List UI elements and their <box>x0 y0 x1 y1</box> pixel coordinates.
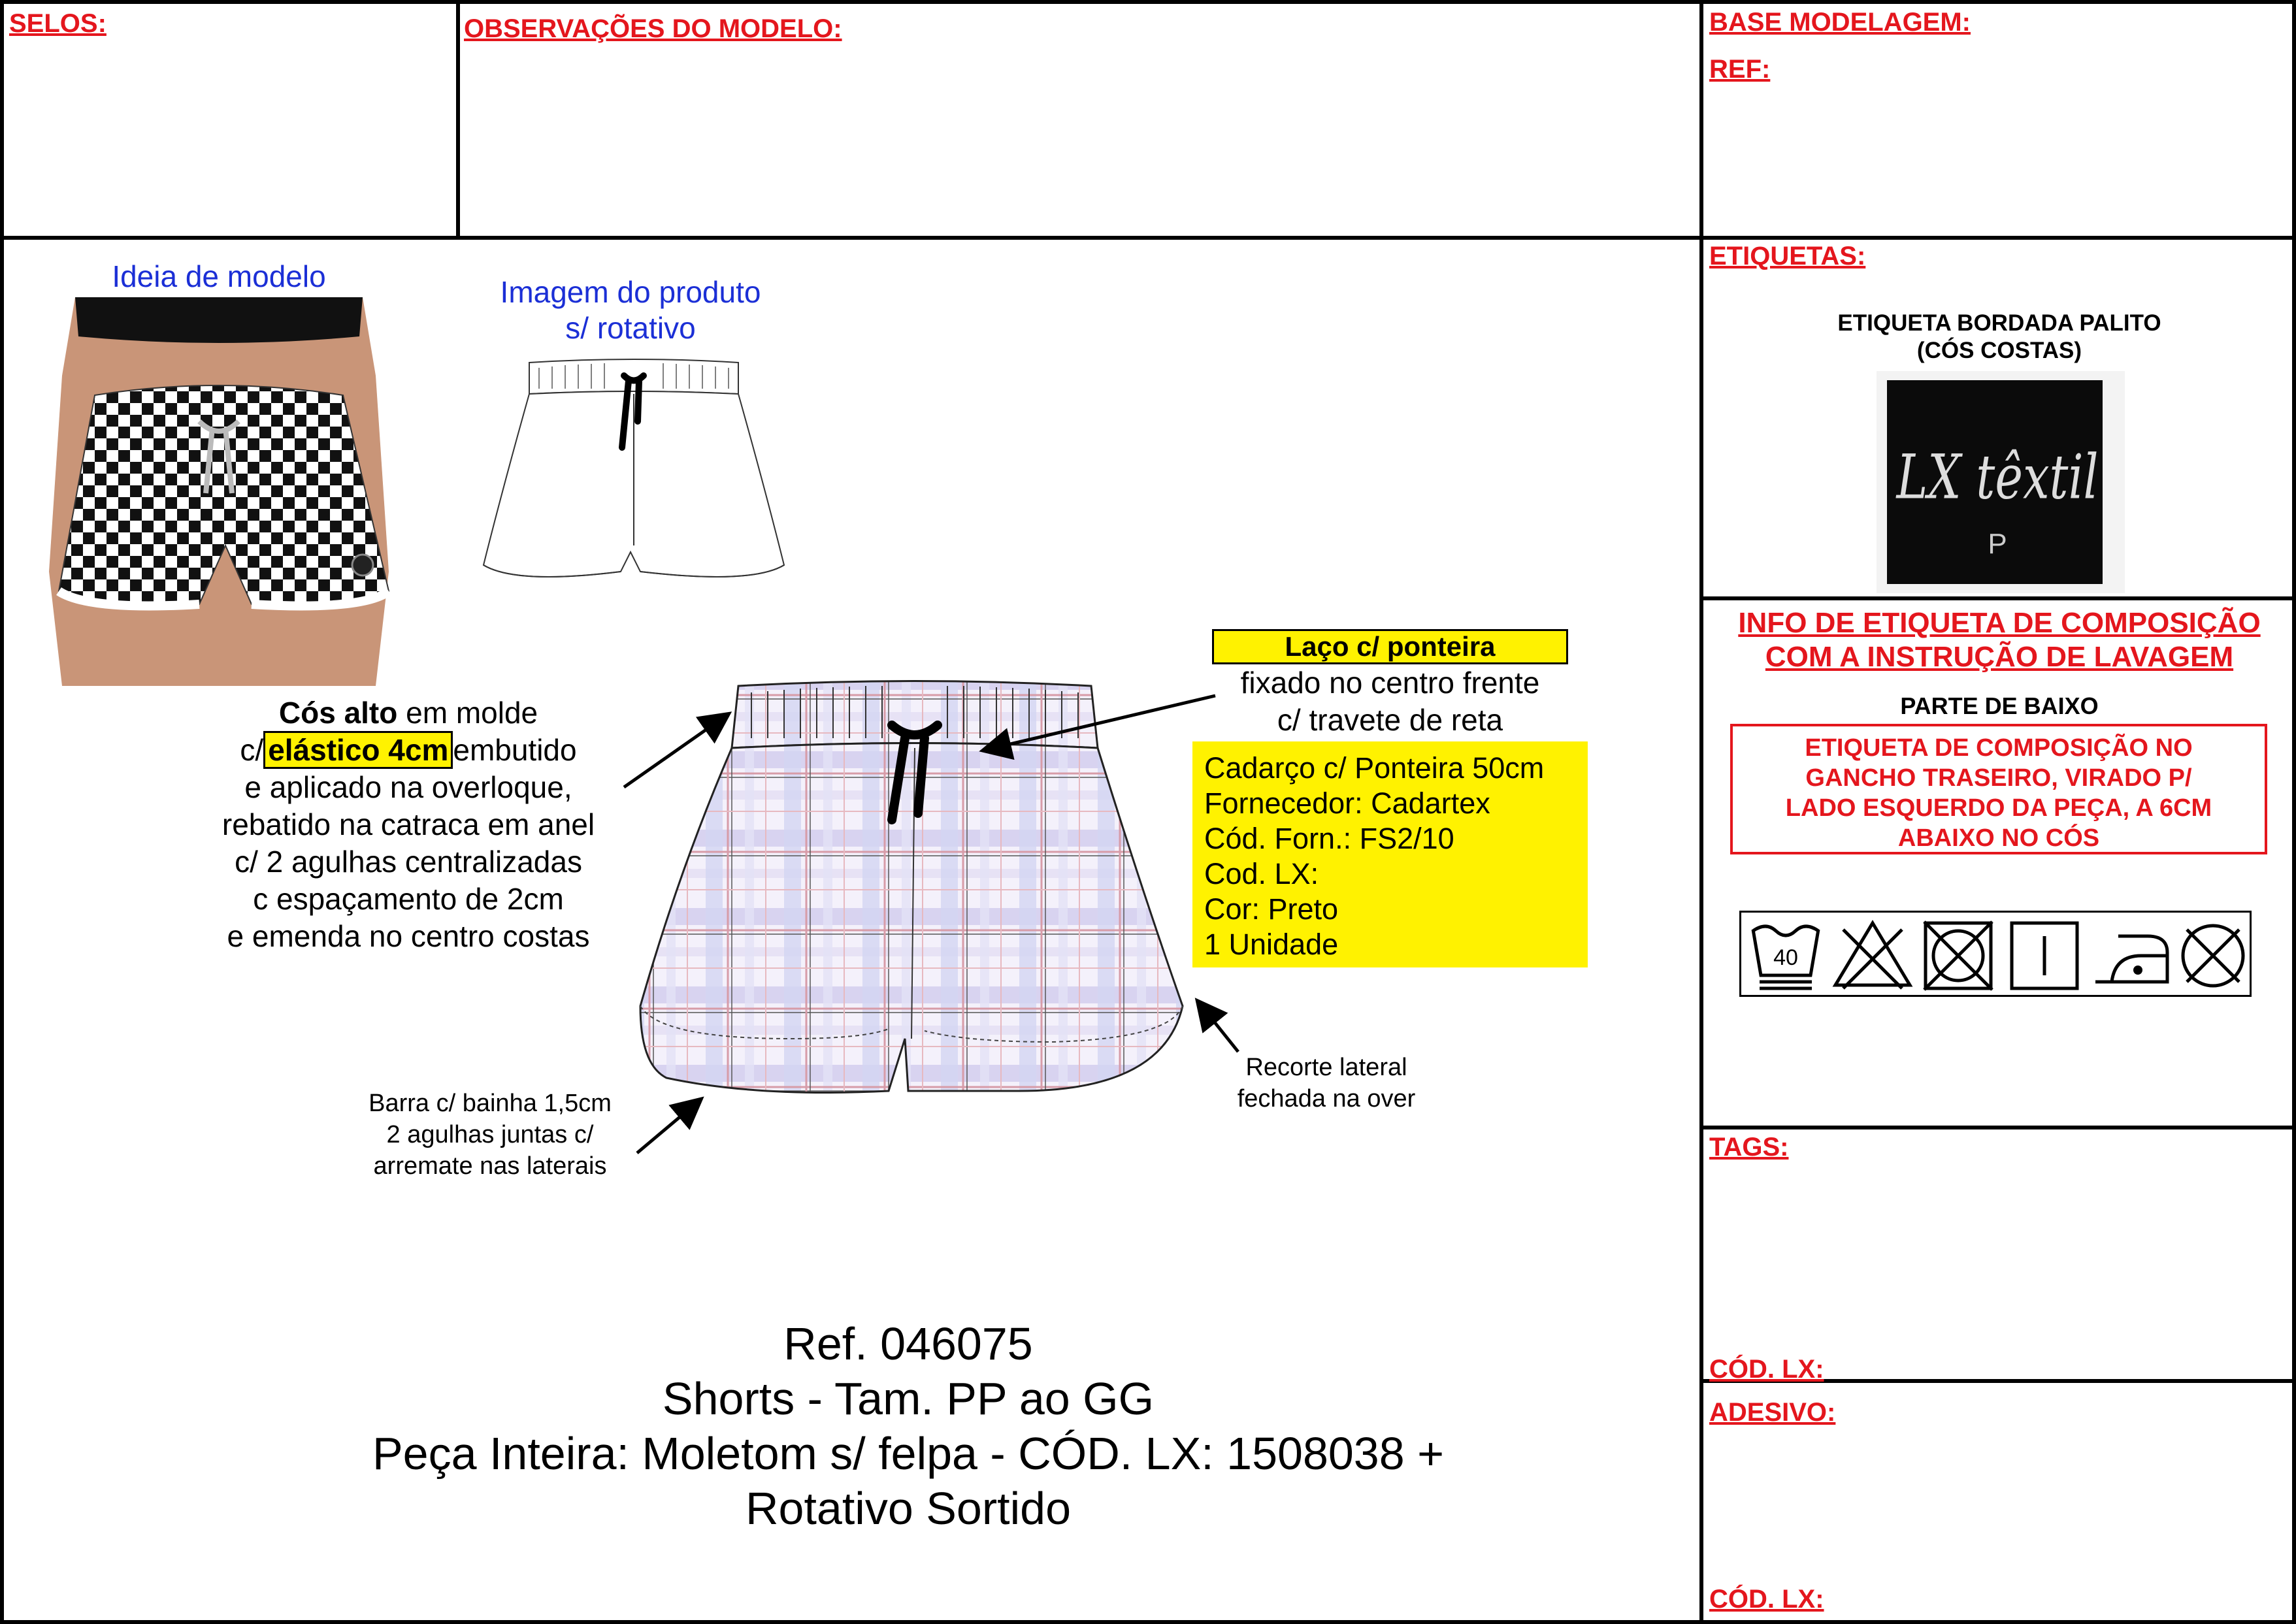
cos-line6: c espaçamento de 2cm <box>253 882 564 916</box>
cos-elastic: elástico 4cm <box>263 731 453 769</box>
care-symbols <box>1739 911 2252 997</box>
composicao-line: ETIQUETA DE COMPOSIÇÃO NO <box>1805 734 2193 762</box>
label-size: P <box>1988 528 2007 560</box>
line-dry-icon <box>2005 917 2084 994</box>
composicao-box <box>1730 724 2267 854</box>
barra-line3: arremate nas laterais <box>373 1152 607 1180</box>
wash-40-icon <box>1747 917 1825 994</box>
cos-line4: rebatido na catraca em anel <box>221 807 595 841</box>
cadarco-line: Cód. Forn.: FS2/10 <box>1204 822 1454 855</box>
adesivo-label: ADESIVO: <box>1709 1398 1836 1427</box>
cos-line2 <box>176 732 640 769</box>
ideia-caption: Ideia de modelo <box>112 259 326 293</box>
recorte-line1: Recorte lateral <box>1245 1054 1407 1081</box>
recorte-annotation <box>1202 1052 1451 1114</box>
recorte-line2: fechada na over <box>1237 1085 1416 1112</box>
cos-line7: e emenda no centro costas <box>227 919 590 953</box>
laco-annotation <box>1212 629 1568 739</box>
barra-line2: 2 agulhas juntas c/ <box>386 1121 594 1148</box>
info-title-line2: COM A INSTRUÇÃO DE LAVAGEM <box>1765 641 2234 673</box>
wash-temp: 40 <box>1773 945 1798 970</box>
product-info <box>196 1316 1620 1536</box>
cadarco-line: 1 Unidade <box>1204 928 1339 961</box>
barra-annotation <box>320 1088 660 1182</box>
imagem-caption-line2: s/ rotativo <box>565 311 696 346</box>
composicao-line: ABAIXO NO CÓS <box>1897 824 2100 852</box>
product-material2: Rotativo Sortido <box>745 1483 1072 1534</box>
cod-lx-label-tags: CÓD. LX: <box>1709 1355 1824 1384</box>
composicao-line: LADO ESQUERDO DA PEÇA, A 6CM <box>1785 794 2212 822</box>
cos-line5: c/ 2 agulhas centralizadas <box>235 845 582 879</box>
cos-prefix: c/ <box>240 733 264 767</box>
etiqueta-title-line2: (CÓS COSTAS) <box>1916 338 2082 363</box>
no-bleach-icon <box>1830 917 1915 994</box>
product-name: Shorts - Tam. PP ao GG <box>662 1373 1155 1424</box>
cos-line1 <box>176 694 640 732</box>
no-tumble-dry-icon <box>1919 917 1997 994</box>
composicao-line: GANCHO TRASEIRO, VIRADO P/ <box>1805 764 2192 792</box>
etiqueta-title <box>1705 310 2293 365</box>
cos-bold: Cós alto <box>278 696 398 730</box>
tags-label: TAGS: <box>1709 1133 1789 1161</box>
imagem-caption-line1: Imagem do produto <box>500 275 761 309</box>
barra-line1: Barra c/ bainha 1,5cm <box>369 1090 612 1117</box>
product-ref: Ref. 046075 <box>783 1318 1033 1369</box>
laco-line2: c/ travete de reta <box>1277 703 1503 737</box>
parte-label: PARTE DE BAIXO <box>1900 692 2099 719</box>
base-modelagem-label: BASE MODELAGEM: <box>1709 8 1971 37</box>
cos-suffix: embutido <box>453 733 577 767</box>
cadarco-line: Cadarço c/ Ponteira 50cm <box>1204 751 1545 785</box>
cadarco-line: Fornecedor: Cadartex <box>1204 787 1490 820</box>
laco-title: Laço c/ ponteira <box>1212 629 1568 664</box>
label-photo <box>1877 371 2125 593</box>
info-title <box>1705 606 2293 674</box>
no-dry-clean-icon <box>2175 917 2251 994</box>
laco-line1: fixado no centro frente <box>1240 666 1540 700</box>
label-brand: LX têxtil <box>1896 441 2099 513</box>
cadarco-box <box>1192 741 1588 967</box>
etiquetas-label: ETIQUETAS: <box>1709 242 1866 270</box>
cadarco-line: Cod. LX: <box>1204 857 1319 890</box>
cos-rest: em molde <box>397 696 538 730</box>
cos-annotation <box>176 694 640 955</box>
observacoes-label: OBSERVAÇÕES DO MODELO: <box>464 14 842 43</box>
product-material: Peça Inteira: Moletom s/ felpa - CÓD. LX: 1508038 + <box>372 1428 1444 1479</box>
ref-label: REF: <box>1709 55 1771 84</box>
cadarco-line: Cor: Preto <box>1204 892 1339 926</box>
cod-lx-label-adesivo: CÓD. LX: <box>1709 1585 1824 1614</box>
etiqueta-title-line1: ETIQUETA BORDADA PALITO <box>1837 310 2161 336</box>
iron-low-icon <box>2089 917 2174 994</box>
selos-label: SELOS: <box>9 9 107 38</box>
cos-line3: e aplicado na overloque, <box>244 770 572 804</box>
info-title-line1: INFO DE ETIQUETA DE COMPOSIÇÃO <box>1738 607 2261 639</box>
